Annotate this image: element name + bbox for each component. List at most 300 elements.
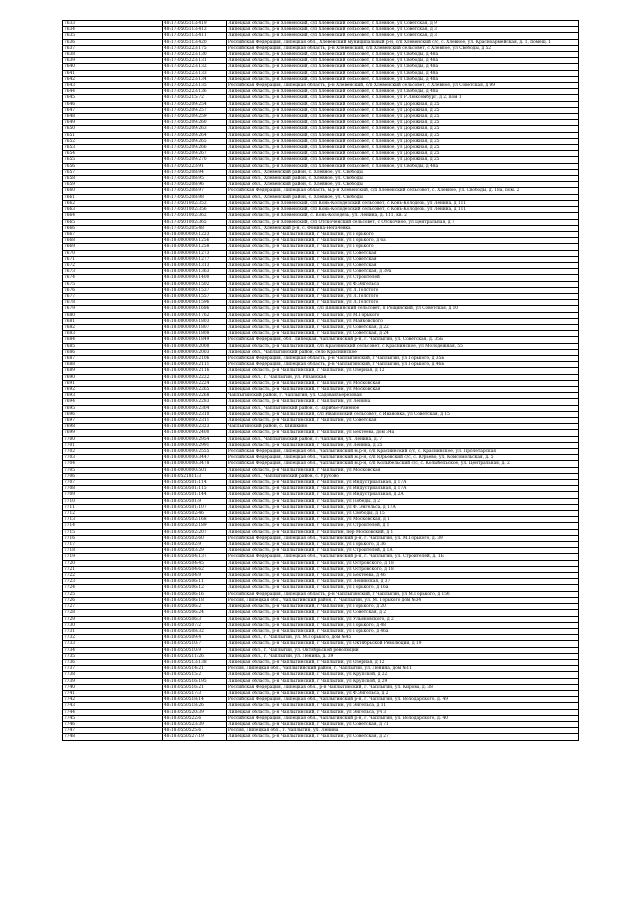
row-number-cell: 7724 [63, 585, 163, 591]
cadastral-number-cell: 48:17:0501002:362 [163, 213, 227, 219]
address-cell: Липецкая область, р-н Хлевенский, с/п Хлевенский сельсовет, с Хлевное, ул Дорожная, д 25 [227, 120, 579, 126]
address-cell: Липецкая область, р-н Чаплыгинский, г Чаплыгин, ул Индустриальная, д 17А [227, 480, 579, 486]
address-cell: Российская Федерация, обл. Липецкая, Чаплыгинский р-н, г. Чаплыгин, ул. Советская, д. 35Б [227, 337, 579, 343]
address-cell: Российская Федерация, Липецкая область, р-н Хлевенский, с/п Хлевенский сельсовет, с Хлевное, ул Советская, д 99 [227, 83, 579, 89]
address-cell: Липецкая обл., Хлевенский район, с. Хлевное, ул. Свободы [227, 182, 579, 188]
row-number-cell: 7673 [63, 269, 163, 275]
row-number-cell: 7662 [63, 200, 163, 206]
address-cell: Липецкая область, р-н Чаплыгинский, г Чаплыгин, ул Крупской, д 29 [227, 678, 579, 684]
row-number-cell: 7722 [63, 573, 163, 579]
cadastral-number-cell: 48:18:0550520:39 [163, 709, 227, 715]
address-cell: Россия, Липецкая обл., г. Чаплыгин, ул. Ленина [227, 728, 579, 734]
cadastral-number-cell: 48:18:0550510:9 [163, 647, 227, 653]
cadastral-number-cell: 48:17:0505223:133 [163, 70, 227, 76]
row-number-cell: 7689 [63, 368, 163, 374]
cadastral-number-cell: 48:17:0505209:266 [163, 145, 227, 151]
address-cell: Российская Федерация, Липецкая обл., Чаплыгинский м.р-н, с/п Краснинский с/с, с. Краснинское, ул. Пролетарская [227, 449, 579, 455]
row-number-cell: 7703 [63, 455, 163, 461]
row-number-cell: 7663 [63, 207, 163, 213]
address-cell: Российская Федерация, Липецкая область, р-н Хлевенский, с/п Хлевенский сельсовет, с Хлевное, ул Свободы, д 52 [227, 45, 579, 51]
cadastral-number-cell: 48:18:0550523:39 [163, 721, 227, 727]
address-cell: Липецкая область, р-н Хлевенский, с/п Хлевенский сельсовет, с Хлевное, ул Дорожная, д 25 [227, 126, 579, 132]
address-cell: Липецкая обл., Чаплыгинский район, с. Урусово [227, 473, 579, 479]
cadastral-number-cell: 48:18:0550506:11 [163, 579, 227, 585]
row-number-cell: 7664 [63, 213, 163, 219]
row-number-cell: 7702 [63, 449, 163, 455]
address-cell: Липецкая область, р-н Чаплыгинский, г Чаплыгин, ул Горького [227, 244, 579, 250]
cadastral-number-cell: 48:18:0550506:18 [163, 597, 227, 603]
cadastral-number-cell: 48:18:0550502:207 [163, 529, 227, 535]
row-number-cell: 7729 [63, 616, 163, 622]
address-cell: Липецкая область, р-н Хлевенский, с/п Хлевенский сельсовет, с Хлевное, ул Р.Люксембург, д 2, пом 1 [227, 95, 579, 101]
cadastral-number-cell: 48:18:0550506:3 [163, 616, 227, 622]
address-cell: Липецкая область, р-н Чаплыгинский, г Чаплыгин, ул Энгельса, д 11 [227, 703, 579, 709]
address-cell: Российская Федерация, Липецкая обл., р-н Чаплыгинский, г. Чаплыгин, ул. Кирова, д. 38 [227, 684, 579, 690]
address-cell: Липецкая область, р-н Хлевенский, с/п Хлевенский сельсовет, с Хлевное, ул Дорожная, д 25 [227, 101, 579, 107]
address-cell: Липецкая область, р-н Чаплыгинский, г Чаплыгин, ул Горького, д 48 [227, 622, 579, 628]
cadastral-number-cell: 48:18:0550510:7 [163, 641, 227, 647]
address-cell: Российская Федерация, Липецкая область, р-н Чаплыгинский, г Чаплыгин, ул Горького, д 35Б [227, 355, 579, 361]
row-number-cell: 7744 [63, 709, 163, 715]
address-cell: Россия, Липецкая обл., Чаплыгинский район, г. Чаплыгин, ул. М. Горького дом №34 [227, 597, 579, 603]
address-cell: Липецкая область, р-н Чаплыгинский, г Чаплыгин, ул Строителей, д 1 [227, 523, 579, 529]
row-number-cell: 7652 [63, 138, 163, 144]
address-cell: Липецкая область, р-н Хлевенский, с/п Хлевенский сельсовет, с Хлевное, ул Свободы, д 48а [227, 76, 579, 82]
cadastral-number-cell: 48:17:0505208:95 [163, 176, 227, 182]
address-cell: Липецкая область, р-н Чаплыгинский, г Чаплыгин, ул Советская [227, 418, 579, 424]
address-cell: Липецкая область, р-н Чаплыгинский, г Чаплыгин, ул Ленина [227, 399, 579, 405]
cadastral-number-cell: 48:18:0000000:2222 [163, 374, 227, 380]
row-number-cell: 7659 [63, 182, 163, 188]
address-cell: Липецкая область, р-н Чаплыгинский, г Чаплыгин, ул Горького, д 46а [227, 628, 579, 634]
row-number-cell: 7742 [63, 697, 163, 703]
row-number-cell: 7745 [63, 715, 163, 721]
address-cell: Липецкая область, р-н Чаплыгинский, г Чаплыгин, ул Озерная, д 12 [227, 368, 579, 374]
row-number-cell: 7721 [63, 566, 163, 572]
document-page [62, 20, 578, 741]
cadastral-number-cell: 48:18:0550504:62 [163, 566, 227, 572]
address-cell: Липецкая область, р-н Чаплыгинский, г Чаплыгин, ул Советская, д 22 [227, 324, 579, 330]
address-cell: Липецкая область, р-н Чаплыгинский, г Чаплыгин, ул М.Горького [227, 312, 579, 318]
row-number-cell: 7685 [63, 343, 163, 349]
row-number-cell: 7723 [63, 579, 163, 585]
row-number-cell: 7734 [63, 647, 163, 653]
cadastral-number-cell: 48:17:0505223:132 [163, 64, 227, 70]
cadastral-number-cell: 48:18:0550502:9 [163, 542, 227, 548]
address-cell: Липецкая область, р-н Чаплыгинский, г Чаплыгин, ул Горького, д 36 [227, 542, 579, 548]
cadastral-number-cell: 48:17:0505223:134 [163, 76, 227, 82]
row-number-cell: 7637 [63, 45, 163, 51]
table-row [63, 734, 579, 740]
cadastral-number-cell: 48:18:0550503:29 [163, 548, 227, 554]
cadastral-number-cell: 48:17:0505208:94 [163, 169, 227, 175]
cadastral-number-cell: 48:18:0000000:1256 [163, 238, 227, 244]
cadastral-number-cell: 48:18:0000000:1803 [163, 318, 227, 324]
cadastral-number-cell: 48:18:0000000:2954 [163, 436, 227, 442]
cadastral-number-cell: 48:18:0000000:2311 [163, 418, 227, 424]
row-number-cell: 7732 [63, 635, 163, 641]
cadastral-number-cell: 48:18:0550501:144 [163, 492, 227, 498]
cadastral-number-cell: 48:17:0505113:413 [163, 27, 227, 33]
cadastral-number-cell: 48:18:0550527:19 [163, 734, 227, 740]
row-number-cell: 7692 [63, 386, 163, 392]
cadastral-number-cell: 48:18:0000000:2400 [163, 430, 227, 436]
row-number-cell: 7741 [63, 690, 163, 696]
cadastral-number-cell: 48:18:0550502:168 [163, 517, 227, 523]
row-number-cell: 7676 [63, 287, 163, 293]
row-number-cell: 7682 [63, 324, 163, 330]
address-cell: Российская Федерация, Липецкая обл., Чаплыгинский р-н, г. Чаплыгин, ул. Володарского, д. 49 [227, 697, 579, 703]
row-number-cell: 7697 [63, 418, 163, 424]
cadastral-number-cell: 48:17:0505223:131 [163, 58, 227, 64]
address-cell: Липецкая область, р-н Хлевенский, с/п Хлевенский сельсовет, с Хлевное, ул Дорожная, д 25 [227, 107, 579, 113]
row-number-cell: 7690 [63, 374, 163, 380]
cadastral-number-cell: 48:17:0505209:267 [163, 151, 227, 157]
address-cell: Липецкая область, р-н Хлевенский, с/п Хлевенский сельсовет, с Хлевное, ул Дорожная, д 25 [227, 132, 579, 138]
cadastral-number-cell: 48:18:0550518:14 [163, 697, 227, 703]
address-cell: Российская Федерация, Липецкая обл., Чаплыгинский м.р-н, с/п Юрьевский с/с, с. Юрьево, ул. Комсомольская, д. 5 [227, 455, 579, 461]
cadastral-number-cell: 48:18:0550504:45 [163, 560, 227, 566]
row-number-cell: 7725 [63, 591, 163, 597]
cadastral-number-cell: 48:17:0505223:175 [163, 45, 227, 51]
cadastral-number-cell: 48:18:0000000:1849 [163, 337, 227, 343]
address-cell: Липецкая область, р-н Хлевенский, с/п Хлевенский сельсовет, с Хлевное, ул Советская, д 3 [227, 27, 579, 33]
cadastral-number-cell: 48:17:0505209:259 [163, 114, 227, 120]
address-cell: Липецкая обл., Хлевенский район, с. Хлевное, ул. Свободы [227, 194, 579, 200]
cadastral-number-cell: 48:17:0505223:135 [163, 83, 227, 89]
address-cell: Липецкая область, р-н Чаплыгинский, г Чаплыгин, ул Ф. Энгельса, д 17А [227, 504, 579, 510]
row-number-cell: 7714 [63, 523, 163, 529]
row-number-cell: 7731 [63, 628, 163, 634]
address-cell: Липецкая область, р-н Чаплыгинский, г Чаплыгин, ул Озерная, д 12 [227, 659, 579, 665]
row-number-cell: 7720 [63, 560, 163, 566]
cadastral-number-cell: 48:18:0000000:2003 [163, 349, 227, 355]
address-cell: Липецкая область, р-н Чаплыгинский, г Чаплыгин, ул Крупской, д 22 [227, 672, 579, 678]
cadastral-number-cell: 48:18:0000000:2323 [163, 424, 227, 430]
row-number-cell: 7691 [63, 380, 163, 386]
row-number-cell: 7700 [63, 436, 163, 442]
row-number-cell: 7730 [63, 622, 163, 628]
address-cell: Российская Федерация, Липецкая обл., Чаплыгинский р-н, г. Чаплыгин, ул. М.Горького, д. 39 [227, 535, 579, 541]
row-number-cell: 7645 [63, 95, 163, 101]
cadastral-number-cell: 48:17:0505113:420 [163, 39, 227, 45]
cadastral-number-cell: 48:18:0000000:1258 [163, 244, 227, 250]
address-cell: Липецкая область, р-н Хлевенский, с/п Хлевенский сельсовет, с Хлевное, ул Свободы, д 48а [227, 64, 579, 70]
row-number-cell: 7715 [63, 529, 163, 535]
cadastral-number-cell: 48:18:0000000:3447 [163, 455, 227, 461]
address-cell: Липецкая область, р-н Чаплыгинский, с/п Ивановский сельсовет, с Ивановка, ул Советская, д 15 [227, 411, 579, 417]
cadastral-number-cell: 48:17:0501002:365 [163, 219, 227, 225]
address-cell: Липецкая область, р-н Чаплыгинский, г Чаплыгин, ул Ульяновского, д 2 [227, 616, 579, 622]
row-number-cell: 7658 [63, 176, 163, 182]
cadastral-number-cell: 48:18:0000000:1596 [163, 300, 227, 306]
row-number-cell: 7660 [63, 188, 163, 194]
row-number-cell: 7638 [63, 52, 163, 58]
row-number-cell: 7717 [63, 542, 163, 548]
cadastral-number-cell: 48:18:0000000:1223 [163, 231, 227, 237]
address-cell: Липецкая область, р-н Хлевенский, с/п Хлевенский сельсовет, с Хлевное, ул Свободы, д 48а [227, 89, 579, 95]
cadastral-number-cell: 48:18:0000000:2268 [163, 393, 227, 399]
row-number-cell: 7655 [63, 157, 163, 163]
row-number-cell: 7712 [63, 511, 163, 517]
row-number-cell: 7653 [63, 145, 163, 151]
cadastral-number-cell: 48:17:0505223:91 [163, 163, 227, 169]
row-number-cell: 7679 [63, 306, 163, 312]
address-cell: Липецкая обл., Чаплыгинский район, село Краснинское [227, 349, 579, 355]
address-cell: Липецкая область, р-н Чаплыгинский, г Чаплыгин, ул Бехтеева, д 46 [227, 573, 579, 579]
address-cell: Российская Федерация, Липецкая обл., Чаплыгинский р-н, г. Чаплыгин, ул. Володарского, д. 40 [227, 715, 579, 721]
cadastral-number-cell: 48:18:0000000:1363 [163, 269, 227, 275]
cadastral-number-cell: 48:18:0000000:2555 [163, 449, 227, 455]
cadastral-number-cell: 48:18:0550508:32 [163, 628, 227, 634]
cadastral-number-cell: 48:17:0505223:130 [163, 52, 227, 58]
address-cell: Липецкая обл., Чаплыгинский район, г. Чаплыгин, ул. Ленина, д. 7 [227, 436, 579, 442]
row-number-cell: 7644 [63, 89, 163, 95]
row-number-cell: 7693 [63, 393, 163, 399]
cadastral-number-cell: 48:17:0505209:264 [163, 132, 227, 138]
address-cell: Липецкая область, р-н Чаплыгинский, г Чаплыгин, ул Советская, д 27 [227, 734, 579, 740]
cadastral-number-cell: 48:18:0550518:26 [163, 703, 227, 709]
cadastral-number-cell: 48:18:0550501:115 [163, 486, 227, 492]
row-number-cell: 7726 [63, 597, 163, 603]
cadastral-number-cell: 48:17:0505215:72 [163, 95, 227, 101]
row-number-cell: 7666 [63, 225, 163, 231]
row-number-cell: 7680 [63, 312, 163, 318]
row-number-cell: 7705 [63, 467, 163, 473]
row-number-cell: 7634 [63, 27, 163, 33]
cadastral-number-cell: 48:18:0550516:195 [163, 678, 227, 684]
row-number-cell: 7747 [63, 728, 163, 734]
row-number-cell: 7665 [63, 219, 163, 225]
address-cell: Липецкая обл., г. Чаплыгин, ул. Ленина, д. 39 [227, 653, 579, 659]
row-number-cell: 7684 [63, 337, 163, 343]
cadastral-number-cell: 48:18:0550509:4 [163, 635, 227, 641]
cadastral-number-cell: 48:18:0000000:1557 [163, 293, 227, 299]
cadastral-number-cell: 48:18:0550506:2 [163, 604, 227, 610]
address-cell: Липецкая область, р-н Чаплыгинский, г Чаплыгин, ул Горького, д 6а [227, 238, 579, 244]
address-cell: Российская Федерация, Липецкая область, р-н Чаплыгинский, г Чаплыгин, ул М.Горького, д 15б [227, 591, 579, 597]
row-number-cell: 7695 [63, 405, 163, 411]
address-cell: Россия, Липецкая обл., Чаплыгинский район, г. Чаплыгин, ул. Ленина, дом №11 [227, 666, 579, 672]
row-number-cell: 7718 [63, 548, 163, 554]
row-number-cell: 7668 [63, 238, 163, 244]
cadastral-number-cell: 48:18:0550502:189 [163, 523, 227, 529]
cadastral-number-cell: 48:17:0505208:97 [163, 188, 227, 194]
cadastral-number-cell: 48:18:0550513:138 [163, 659, 227, 665]
cadastral-number-cell: 48:18:0550517:3 [163, 690, 227, 696]
cadastral-number-cell: 48:18:0550525:6 [163, 728, 227, 734]
row-number-cell: 7735 [63, 653, 163, 659]
row-number-cell: 7656 [63, 163, 163, 169]
cadastral-number-cell: 48:18:0000000:1277 [163, 256, 227, 262]
address-cell: Липецкая область, р-н Чаплыгинский, г Чаплыгин, ул Л.Толстого [227, 287, 579, 293]
cadastral-number-cell: 48:18:0000000:2991 [163, 442, 227, 448]
address-cell: Липецкая область, р-н Чаплыгинский, г Чаплыгин, ул Московская [227, 380, 579, 386]
address-cell: Липецкая область, р-н Чаплыгинский, г Чаплыгин, ул Строителей [227, 275, 579, 281]
address-cell: Липецкая область, р-н Хлевенский, с/п Хлевенский сельсовет, с Хлевное, ул Свободы, д 48а [227, 70, 579, 76]
address-cell: Липецкая область, р-н Чаплыгинский, г Чаплыгин, ул Строителей, д 1А [227, 548, 579, 554]
records-table-body [63, 21, 579, 741]
address-cell: Липецкая область, р-н Хлевенский, с/п Хлевенский сельсовет, с Хлевное, ул Дорожная, д 25 [227, 138, 579, 144]
address-cell: Липецкая обл., г. Чаплыгин, ул. Октябрьской революции [227, 647, 579, 653]
address-cell: Липецкая область, р-н Чаплыгинский, г Чаплыгин, ул Бехтеева, дом 34а [227, 430, 579, 436]
cadastral-number-cell: 48:17:0505205:48 [163, 225, 227, 231]
address-cell: Липецкая область, р-н Чаплыгинский, г Чаплыгин, ул Советская [227, 262, 579, 268]
cadastral-number-cell: 48:17:0501002:353 [163, 200, 227, 206]
address-cell: Липецкая область, р-н Чаплыгинский, г Чаплыгин, ул Октябрьской Революции, д 19 [227, 641, 579, 647]
address-cell: Чаплыгинский район, г. Чаплыгин, ул. Садовая/Березовая [227, 393, 579, 399]
row-number-cell: 7687 [63, 355, 163, 361]
row-number-cell: 7675 [63, 281, 163, 287]
row-number-cell: 7639 [63, 58, 163, 64]
row-number-cell: 7739 [63, 678, 163, 684]
row-number-cell: 7736 [63, 659, 163, 665]
row-number-cell: 7688 [63, 362, 163, 368]
row-number-cell: 7738 [63, 672, 163, 678]
row-number-cell: 7706 [63, 473, 163, 479]
cadastral-number-cell: 48:18:0000000:2224 [163, 380, 227, 386]
address-cell: Липецкая область, р-н Хлевенский, с/п Хлевенский сельсовет, с Хлевное, ул Свободы, д 48а [227, 52, 579, 58]
address-cell: Липецкая область, р-н Хлевенский, с/п Хлевенский сельсовет, с Хлевное, ул Дорожная, д 25 [227, 145, 579, 151]
cadastral-number-cell: 48:17:0505113:411 [163, 33, 227, 39]
row-number-cell: 7696 [63, 411, 163, 417]
cadastral-number-cell: 48:18:0000000:1313 [163, 262, 227, 268]
row-number-cell: 7667 [63, 231, 163, 237]
address-cell: Российская Федерация, Липецкая обл., Хлевенский муниципальный р-н, с/п Хлевенский с/с, с. Хлевное, ул. Красноармейская, д. 1, помещ. 1 [227, 39, 579, 45]
row-number-cell: 7636 [63, 39, 163, 45]
cadastral-number-cell: 48:18:0000000:1273 [163, 250, 227, 256]
address-cell: Липецкая область, р-н Чаплыгинский, г Чаплыгин, ул Индустриальная, д 17А [227, 486, 579, 492]
address-cell: Липецкая область, р-н Чаплыгинский, г Чаплыгин, ул Л.Толстого [227, 300, 579, 306]
row-number-cell: 7681 [63, 318, 163, 324]
address-cell: Российская Федерация, Липецкая обл., Чаплыгинский р-н, г. Чаплыгин, ул. Строителей, д. 1Б [227, 554, 579, 560]
cadastral-number-cell: 48:18:0521811:3 [163, 473, 227, 479]
row-number-cell: 7740 [63, 684, 163, 690]
cadastral-number-cell: 48:18:0000000:2111 [163, 362, 227, 368]
row-number-cell: 7711 [63, 504, 163, 510]
address-cell: Липецкая область, р-н Чаплыгинский, г Чаплыгин, ул Горького [227, 231, 579, 237]
cadastral-number-cell: 48:17:0505209:257 [163, 107, 227, 113]
row-number-cell: 7651 [63, 132, 163, 138]
address-cell: Липецкая обл., Хлевенский район, с. Хлевное, ул. Свободы [227, 169, 579, 175]
row-number-cell: 7699 [63, 430, 163, 436]
row-number-cell: 7727 [63, 604, 163, 610]
cadastral-number-cell: 48:17:0505113:419 [163, 21, 227, 27]
cadastral-number-cell: 48:18:0000000:1808 [163, 331, 227, 337]
row-number-cell: 7657 [63, 169, 163, 175]
cadastral-number-cell: 48:17:0505209:265 [163, 138, 227, 144]
address-cell: Российская Федерация, Липецкая область, м.р-н Хлевенский, с/п Хлевенский сельсовет, с. Хлевное, ул. Свободы, д. 18а, пом. 2 [227, 188, 579, 194]
address-cell: Липецкая область, р-н Чаплыгинский, с/п Шишкинский сельсовет, п Рощинский, ул Советская, д 10 [227, 306, 579, 312]
address-cell: Липецкая область, р-н Чаплыгинский, г Чаплыгин, ул Советская [227, 250, 579, 256]
cadastral-number-cell: 48:18:0550506:12 [163, 585, 227, 591]
address-cell: Липецкая обл., Хлевенский район, с. Хлевное, ул. Свободы [227, 176, 579, 182]
row-number-cell: 7654 [63, 151, 163, 157]
row-number-cell: 7641 [63, 70, 163, 76]
cadastral-number-cell: 48:18:0000000:2283 [163, 399, 227, 405]
address-cell: Липецкая область, р-н Чаплыгинский, г Чаплыгин, ул Ленина, д 25 [227, 442, 579, 448]
address-cell: Липецкая область, р-н Чаплыгинский, г Чаплыгин, ул Московская [227, 467, 579, 473]
address-cell: Липецкая область, р-н Хлевенский, с/п Хлевенский сельсовет, с Хлевное, ул Советская, д 9 [227, 21, 579, 27]
row-number-cell: 7647 [63, 107, 163, 113]
row-number-cell: 7683 [63, 331, 163, 337]
cadastral-number-cell: 48:17:0505208:98 [163, 194, 227, 200]
row-number-cell: 7719 [63, 554, 163, 560]
cadastral-number-cell: 48:18:0000000:2106 [163, 355, 227, 361]
cadastral-number-cell: 48:17:0505208:96 [163, 182, 227, 188]
cadastral-number-cell: 48:17:0505209:263 [163, 126, 227, 132]
row-number-cell: 7643 [63, 83, 163, 89]
cadastral-number-cell: 48:17:0505209:254 [163, 101, 227, 107]
address-cell: Липецкая область, р-н Чаплыгинский, г Чаплыгин, ул Ф.Энгельса [227, 281, 579, 287]
row-number-cell: 7709 [63, 492, 163, 498]
address-cell: Липецкая область, р-н Чаплыгинский, г Чаплыгин, ул Ф.Энгельса, д 2 [227, 690, 579, 696]
address-cell: Липецкая область, р-н Чаплыгинский, с/п Краснинский сельсовет, с Краснинское, ул Молодежная, 55 [227, 343, 579, 349]
row-number-cell: 7707 [63, 480, 163, 486]
cadastral-number-cell: 48:18:0000000:2000 [163, 343, 227, 349]
address-cell: Липецкая обл., Хлевенский р-н, с. Фомина-Негачевка [227, 225, 579, 231]
row-number-cell: 7646 [63, 101, 163, 107]
cadastral-number-cell: 48:18:0000000:1400 [163, 275, 227, 281]
row-number-cell: 7733 [63, 641, 163, 647]
cadastral-number-cell: 48:17:0501002:356 [163, 207, 227, 213]
cadastral-number-cell: 48:18:0550511:26 [163, 653, 227, 659]
address-cell: Липецкая область, р-н Чаплыгинский, г Чаплыгин, ул Ленинская, д 37 [227, 579, 579, 585]
cadastral-number-cell: 48:18:0000000:3478 [163, 461, 227, 467]
row-number-cell: 7640 [63, 64, 163, 70]
row-number-cell: 7716 [63, 535, 163, 541]
records-table [62, 20, 579, 741]
address-cell: Липецкая область, р-н Чаплыгинский, г Чаплыгин, ул Островского, д 18 [227, 560, 579, 566]
row-number-cell: 7642 [63, 76, 163, 82]
cadastral-number-cell: 48:18:0000000:2116 [163, 368, 227, 374]
cadastral-number-cell: 48:18:0000000:1807 [163, 324, 227, 330]
cadastral-number-cell: 48:18:0550501:114 [163, 480, 227, 486]
row-number-cell: 7661 [63, 194, 163, 200]
row-number-cell: 7704 [63, 461, 163, 467]
cadastral-number-cell: 48:18:0550504:137 [163, 554, 227, 560]
row-number-cell: 7728 [63, 610, 163, 616]
row-number-cell: 7650 [63, 126, 163, 132]
row-number-cell: 7694 [63, 399, 163, 405]
cadastral-number-cell: 48:17:0505223:136 [163, 89, 227, 95]
row-number-cell: 7710 [63, 498, 163, 504]
address-cell: Липецкая область, р-н Чаплыгинский, г Чаплыгин, ул Островского, д 18 [227, 566, 579, 572]
cadastral-number-cell: 48:18:0550504:9 [163, 573, 227, 579]
cadastral-number-cell: 48:17:0505209:260 [163, 120, 227, 126]
row-number-cell: 7672 [63, 262, 163, 268]
address-cell: Липецкая область, р-н Чаплыгинский, г Чаплыгин, ул Советская, д 24 [227, 331, 579, 337]
cadastral-number-cell: 48:18:0000000:2310 [163, 411, 227, 417]
address-cell: Липецкая область, р-н Хлевенский, с. Конь-Колодезь, ул. Ленина, д. 111, кв. 2 [227, 213, 579, 219]
row-number-cell: 7649 [63, 120, 163, 126]
address-cell: Липецкая область, р-н Чаплыгинский, г Чаплыгин, ул Советская, д 2 [227, 610, 579, 616]
address-cell: Липецкая область, р-н Чаплыгинский, г Чаплыгин, ул Московская [227, 386, 579, 392]
row-number-cell: 7708 [63, 486, 163, 492]
row-number-cell: 7671 [63, 256, 163, 262]
cadastral-number-cell: 48:18:0550514:21 [163, 666, 227, 672]
row-number-cell: 7701 [63, 442, 163, 448]
row-number-cell: 7686 [63, 349, 163, 355]
cadastral-number-cell: 48:18:0000000:2304 [163, 405, 227, 411]
address-cell: Липецкая область, р-н Чаплыгинский, г Чаплыгин, ул Советская [227, 256, 579, 262]
row-number-cell: 7669 [63, 244, 163, 250]
cadastral-number-cell: 48:18:0000000:2265 [163, 386, 227, 392]
address-cell: Липецкая область, р-н Чаплыгинский, г Чаплыгин, ул Московская, д 1 [227, 517, 579, 523]
address-cell: Липецкая обл., г. Чаплыгин, ул. М.Горького, дом №45 [227, 635, 579, 641]
cadastral-number-cell: 48:18:0000000:1502 [163, 281, 227, 287]
address-cell: Липецкая область, р-н Чаплыгинский, г Чаплыгин, ул Горького, д 20 [227, 604, 579, 610]
